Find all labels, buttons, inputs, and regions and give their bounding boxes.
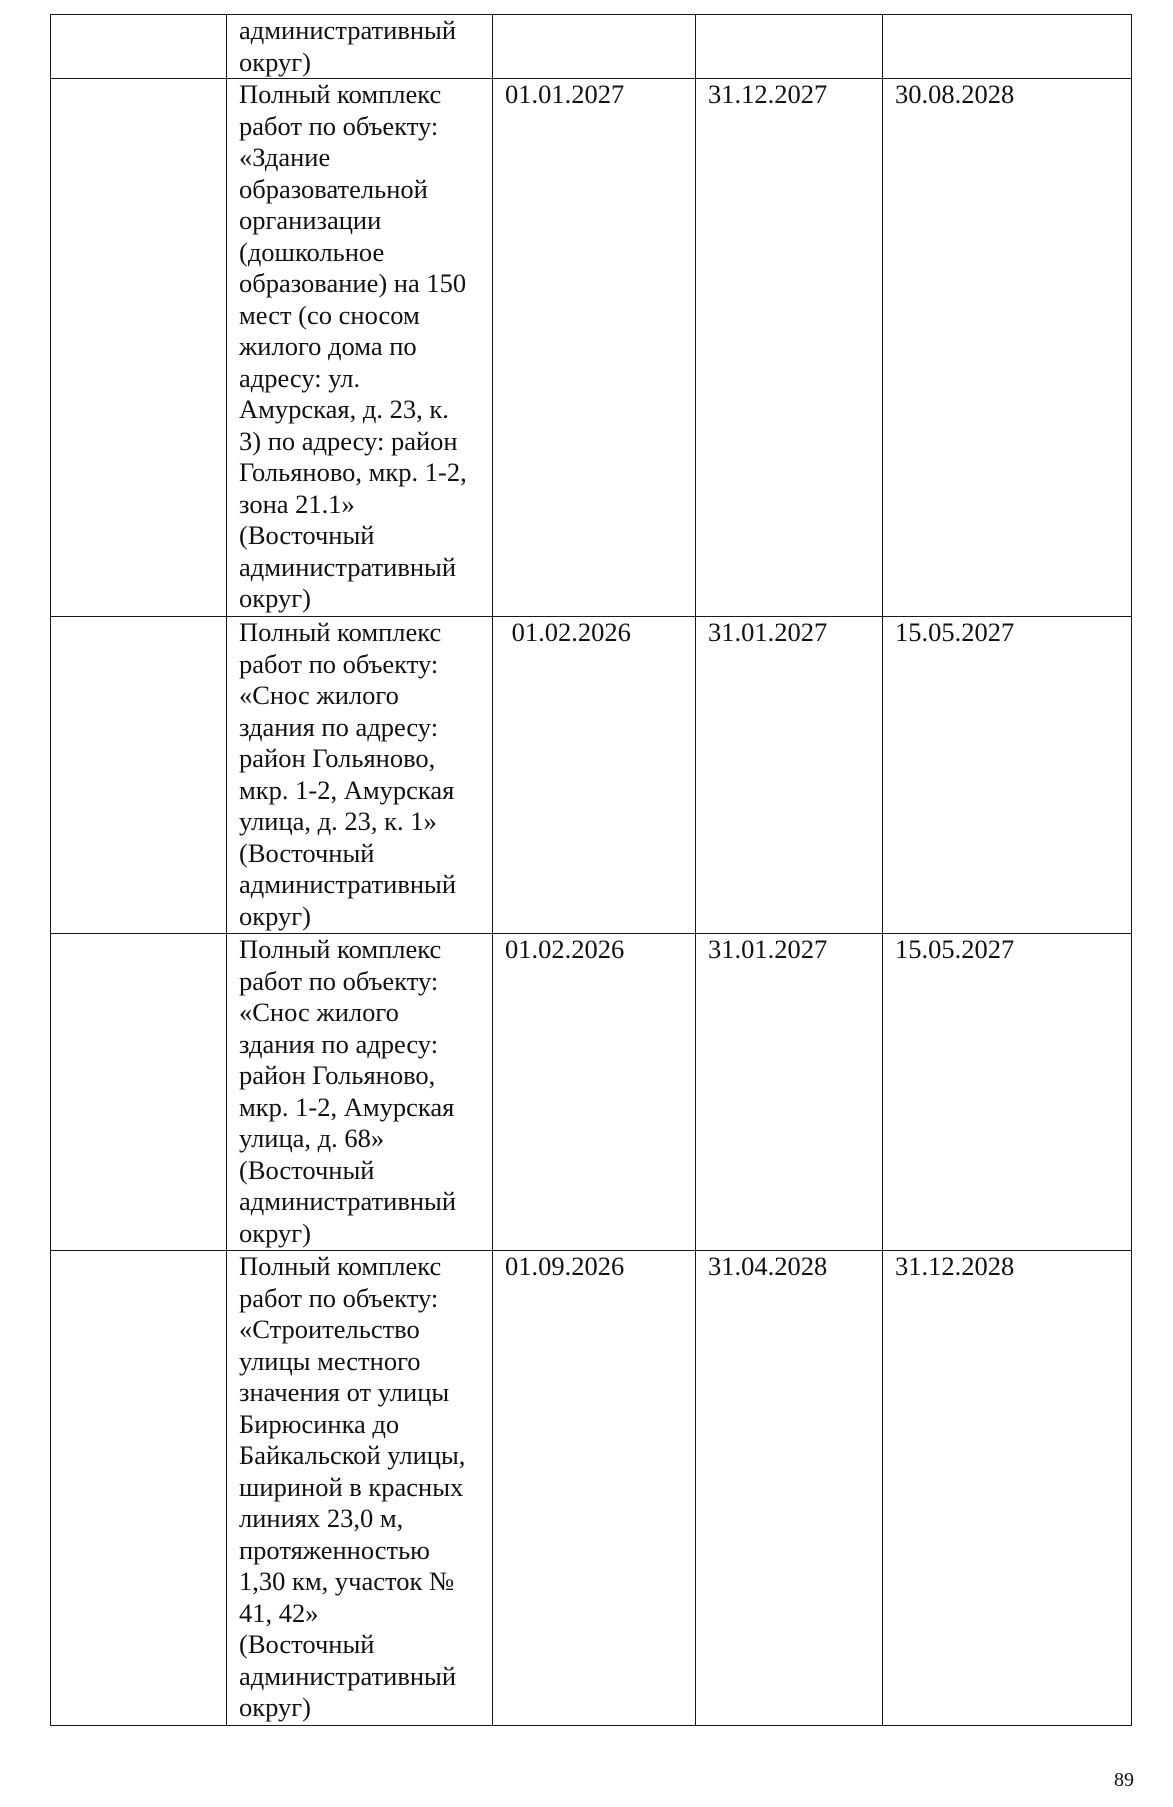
table-row [51, 15, 1132, 79]
start-date-cell [493, 1251, 696, 1726]
end-date-cell [696, 79, 883, 617]
end-date: 31.01.2027 [708, 617, 828, 647]
object-description: Полный комплекс работ по объекту: «Снос жилого здания по адресу: район Гольяново, мкр. 1-2, Амурская улица, д. 23, к. 1» (Восточный административный округ) [239, 617, 456, 931]
final-date: 15.05.2027 [895, 934, 1015, 964]
object-description-cell [227, 79, 493, 617]
end-date: 31.12.2027 [708, 79, 828, 109]
start-date-cell [493, 15, 696, 79]
final-date-cell [883, 1251, 1132, 1726]
blank-cell [51, 79, 227, 617]
start-date-cell [493, 934, 696, 1251]
final-date-cell [883, 15, 1132, 79]
start-date-cell [493, 79, 696, 617]
final-date: 15.05.2027 [895, 617, 1015, 647]
blank-cell [51, 15, 227, 79]
start-date: 01.02.2026 [505, 617, 631, 647]
end-date-cell [696, 934, 883, 1251]
final-date-cell [883, 934, 1132, 1251]
blank-cell [51, 617, 227, 934]
end-date-cell [696, 617, 883, 934]
blank-cell [51, 1251, 227, 1726]
start-date: 01.01.2027 [505, 79, 625, 109]
blank-cell [51, 934, 227, 1251]
table-row [51, 934, 1132, 1251]
schedule-table [50, 14, 1132, 1726]
object-description-cell [227, 1251, 493, 1726]
start-date: 01.02.2026 [505, 934, 625, 964]
final-date-cell [883, 79, 1132, 617]
end-date: 31.01.2027 [708, 934, 828, 964]
final-date-cell [883, 617, 1132, 934]
table-row [51, 617, 1132, 934]
end-date-cell [696, 15, 883, 79]
start-date: 01.09.2026 [505, 1251, 625, 1281]
object-description-cell [227, 15, 493, 79]
final-date: 30.08.2028 [895, 79, 1015, 109]
table-row [51, 1251, 1132, 1726]
end-date: 31.04.2028 [708, 1251, 828, 1281]
start-date-cell [493, 617, 696, 934]
object-description: Полный комплекс работ по объекту: «Строительство улицы местного значения от улицы Бирюсинка до Байкальской улицы, шириной в красных линиях 23,0 м, протяженностью 1,30 км, участок № 41, 42» (Восточный административный округ) [239, 1251, 466, 1722]
end-date-cell [696, 1251, 883, 1726]
final-date: 31.12.2028 [895, 1251, 1015, 1281]
object-description-cell [227, 617, 493, 934]
table-row [51, 79, 1132, 617]
object-description: Полный комплекс работ по объекту: «Снос жилого здания по адресу: район Гольяново, мкр. 1-2, Амурская улица, д. 68» (Восточный административный округ) [239, 934, 456, 1248]
object-description: административный округ) [239, 15, 456, 77]
page-number: 89 [1114, 1769, 1134, 1791]
object-description: Полный комплекс работ по объекту: «Здание образовательной организации (дошкольное образование) на 150 мест (со сносом жилого дома по адресу: ул. Амурская, д. 23, к. 3) по адресу: район Гольяново, мкр. 1-2, зона 21.1» (Восточный административный округ) [239, 79, 467, 613]
object-description-cell [227, 934, 493, 1251]
